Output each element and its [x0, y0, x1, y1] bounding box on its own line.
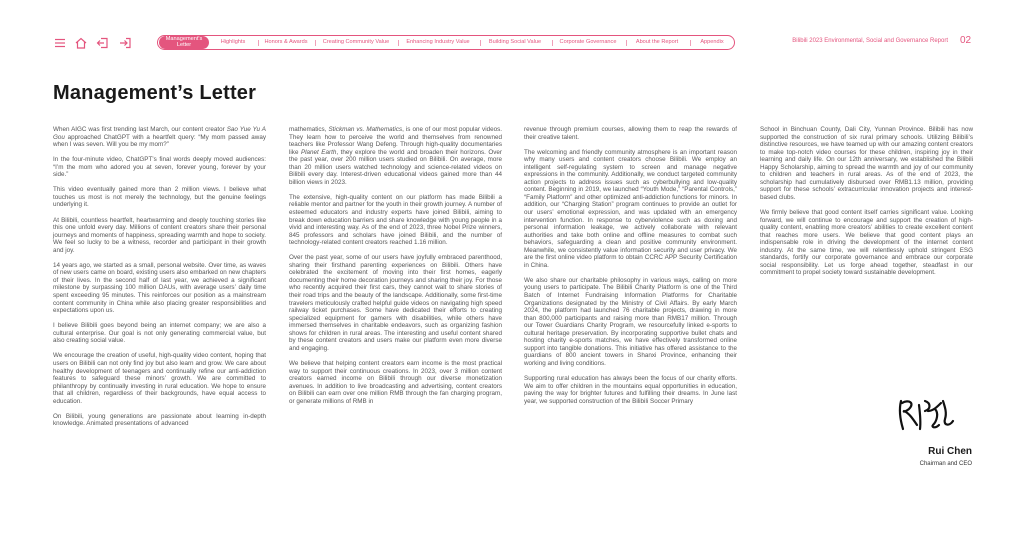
tab-building-social-value[interactable]: Building Social Value	[488, 39, 542, 45]
back-icon[interactable]	[95, 36, 109, 50]
text-column-3	[524, 126, 737, 405]
nav-divider	[480, 40, 481, 46]
signature-image	[895, 395, 965, 433]
tab-honors-awards[interactable]: Honors & Awards	[264, 39, 308, 45]
nav-divider	[398, 40, 399, 46]
paragraph: We believe that helping content creators earn income is the most practical way to support their continuous creations. In 2023, over 3 million content creators earned income on Bilibili through our diverse monetization avenues. In addition to live broadcasting and advertising, content creators on Bilibili can earn over one million RMB through the fan charging program, or generate millions of RMB in	[289, 359, 502, 405]
home-icon[interactable]	[74, 36, 88, 50]
paragraph: This video eventually gained more than 2 million views. I believe what touches us most is not merely the technology, but the genuine feelings underlying it.	[53, 186, 266, 209]
login-icon[interactable]	[118, 36, 132, 50]
text-column-1	[53, 126, 266, 428]
paragraph: At Bilibili, countless heartfelt, heartwarming and deeply touching stories like this one unfold every day. Millions of content creators share their personal journeys and moments of happiness, spreading warmth and hope to society. We feel so lucky to be a witness, recorder and participant in their growth and joy.	[53, 216, 266, 254]
tab-enhancing-industry-value[interactable]: Enhancing Industry Value	[406, 39, 470, 45]
nav-divider	[690, 40, 691, 46]
paragraph: The extensive, high-quality content on our platform has made Bilibili a reliable mentor and partner for the youth in their growth journey. A number of esteemed educators and industry experts have joined Bilibili, aiming to break down education barriers and share knowledge with young people in a vivid and interesting way. As of the end of 2023, three Nobel Prize winners, 845 professors and scholars have joined Bilibili, and the number of technology-related content creators reached 1.16 million.	[289, 193, 502, 247]
report-title: Bilibili 2023 Environmental, Social and Governance Report	[792, 38, 948, 44]
tab-corporate-governance[interactable]: Corporate Governance	[559, 39, 617, 45]
nav-divider	[315, 40, 316, 46]
tab-managements-letter[interactable]: Management's Letter	[159, 36, 209, 49]
paragraph: In the four-minute video, ChatGPT’s final words deeply moved audiences: “I’m the mom who adored you at seven, forever young, forever by your side.”	[53, 156, 266, 179]
page-title: Management’s Letter	[53, 82, 257, 104]
tab-appendix[interactable]: Appendix	[700, 39, 724, 45]
section-navigation	[157, 35, 735, 50]
signer-title: Chairman and CEO	[919, 461, 972, 467]
paragraph: We encourage the creation of useful, high-quality video content, hoping that users on Bilibili can not only find joy but also learn and grow. We care about healthy development of teenagers and continually refine our anti-addiction features to safeguard these minors’ growth. We are committed to philanthropy by continually investing in rural education. We hope to ensure that all children, regardless of their backgrounds, have equal access to education.	[53, 352, 266, 405]
menu-icon[interactable]	[53, 36, 67, 50]
paragraph: When AIGC was first trending last March, our content creator Sao Yue Yu A Gou approached ChatGPT with a heartfelt query: “My mom passed away when I was seven. Will you be my mom?”	[53, 126, 266, 149]
top-navigation-bar	[0, 34, 1024, 52]
paragraph: We also share our charitable philosophy in various ways, calling on more young users to participate. The Bilibili Charity Platform is one of the Third Batch of Internet Fundraising Information Platforms for Charitable Organizations designated by the Ministry of Civil Affairs. By early March 2024, the platform had launched 76 charitable projects, drawing in more than 800,000 participants and raising more than RMB17 million. Through our Tower Guardians Charity Program, we resourcefully linked e-sports to cultural heritage preservation. By incorporating supportive bullet chats and hosting charity e-sports matches, we have effectively transformed online support into tangible donations. This initiative has offered assistance to the guardians of 800 ancient towers in Shanxi Province, enhancing their working and living conditions.	[524, 276, 737, 367]
tab-about-the-report[interactable]: About the Report	[635, 39, 679, 45]
paragraph: On Bilibili, young generations are passionate about learning in-depth knowledge. Animated presentations of advanced	[53, 412, 266, 428]
text-column-4	[760, 126, 973, 284]
paragraph: mathematics, Stickman vs. Mathematics, is one of our most popular videos. They learn how to perceive the world and themselves from renowned teachers like Professor Wang Defeng. Through high-quality documentaries like Planet Earth, they explore the world and broaden their horizons. Over the past year, over 200 million users studied on Bilibili. On average, more than 20 million users watched technology and science-related videos on Bilibili every day. Interest-driven educational videos gained more than 44 billion views in 2023.	[289, 126, 502, 186]
paragraph: I believe Bilibili goes beyond being an internet company; we are also a cultural enterprise. Our goal is not only generating commercial value, but also creating social value.	[53, 322, 266, 345]
tab-highlights[interactable]: Highlights	[220, 39, 246, 45]
nav-divider	[552, 40, 553, 46]
paragraph: 14 years ago, we started as a small, personal website. Over time, as waves of new users came on board, existing users also embarked on new chapters of their lives. In the second half of last year, we achieved a significant milestone by surpassing 100 million DAUs, with average users’ daily time spent exceeding 95 minutes. This reinforces our position as a mainstream content community in China while also placing greater responsibilities and expectations upon us.	[53, 261, 266, 315]
paragraph: The welcoming and friendly community atmosphere is an important reason why many users and content creators choose Bilibili. We employ an intelligent self-regulating system to screen and manage negative expressions in the community. Additionally, we conduct targeted community action projects to address issues such as cyberbullying and low-quality content. Beginning in 2019, we launched “Youth Mode,” “Parental Controls,” “Family Platform” and other optimized anti-addiction functions for minors. In addition, our “Charging Station” program continues to provide an outlet for our users’ emotional expression, and was updated with an emergency intervention function. In response to cyberviolence such as doxing and personal information leakage, we actively collaborate with relevant authorities and take both online and offline measures to combat such behaviors, safeguarding a clean and positive community environment. Meanwhile, we consistently value information security and user privacy. We are the first online video platform to obtain CCRC APP Security Certification in China.	[524, 148, 737, 269]
nav-divider	[626, 40, 627, 46]
paragraph: We firmly believe that good content itself carries significant value. Looking forward, we will continue to encourage and support the creation of high-quality content, enabling more creators’ abilities to create excellent content that reaches more users. We believe that good content plays an indispensable role in driving the development of the internet content industry. At the same time, we will relentlessly uphold stringent ESG standards, fortify our corporate governance and embrace our corporate social responsibility. Let us forge ahead together, steadfast in our commitment to propel society toward sustainable development.	[760, 209, 973, 277]
page-number: 02	[960, 35, 972, 46]
paragraph: revenue through premium courses, allowing them to reap the rewards of their creative talent.	[524, 126, 737, 141]
paragraph: Over the past year, some of our users have joyfully embraced parenthood, sharing their firsthand parenting experiences on Bilibili. Others have celebrated the excitement of moving into their first homes, eagerly documenting their home decoration journeys and sharing their joy. For those who recently acquired their first cars, they cannot wait to share stories of their road trips and the beauty of the landscape. Additionally, some first-time travelers meticulously crafted helpful guide videos on navigating high speed railway ticket purchases. Some have dedicated their efforts to creating specialized equipment for gamers with disabilities, while others have immersed themselves in charitable endeavors, such as organizing fashion shows for children in rural areas. The interesting and useful content shared by these content creators and users make our platform even more diverse and engaging.	[289, 254, 502, 352]
paragraph: Supporting rural education has always been the focus of our charity efforts. We aim to offer children in the mountains equal opportunities in education, paving the way for brighter futures and fulfilling their dreams. In June last year, we supported construction of the Bilibili Soccer Primary	[524, 375, 737, 405]
paragraph: School in Binchuan County, Dali City, Yunnan Province. Bilibili has now supported the construction of six rural primary schools. Utilizing Bilibili’s distinctive resources, we have teamed up with our amazing content creators to make top-notch video courses for these children, inspiring joy in their learning and daily life. On our 12th anniversary, we established the Bilibili Happy Scholarship, aiming to spread the warmth and joy of our community to children and teachers in rural areas. As of the end of 2023, the scholarship had cumulatively disbursed over RMB1.13 million, providing support for these schools’ extracurricular innovation projects and interest-based clubs.	[760, 126, 973, 201]
signer-name: Rui Chen	[928, 446, 972, 457]
text-column-2	[289, 126, 502, 405]
nav-divider	[258, 40, 259, 46]
tab-creating-community-value[interactable]: Creating Community Value	[322, 39, 390, 45]
